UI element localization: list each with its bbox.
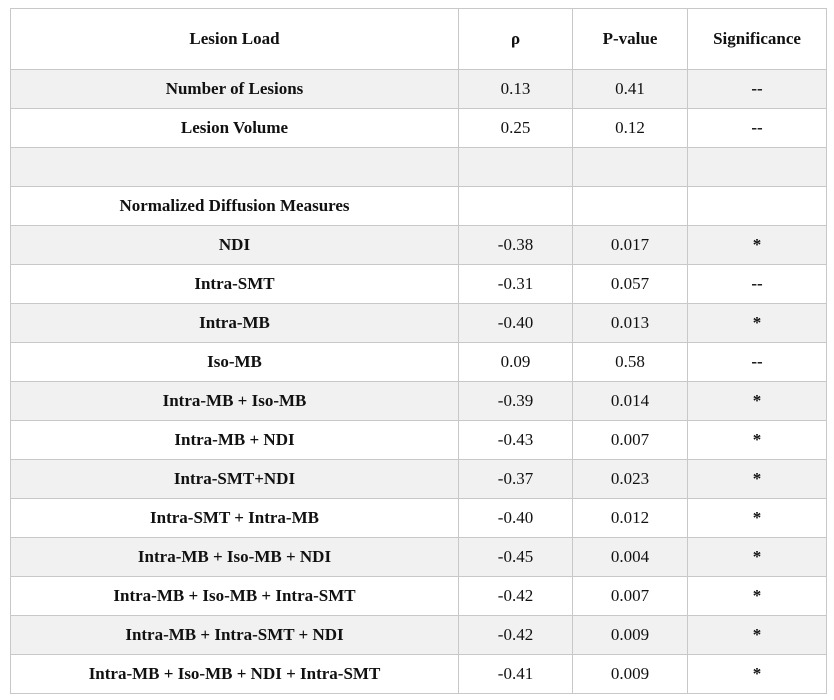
p-value-cell: 0.017 — [573, 226, 688, 265]
rho-cell — [459, 187, 573, 226]
rho-cell: -0.38 — [459, 226, 573, 265]
rho-cell: -0.40 — [459, 499, 573, 538]
table-row — [11, 655, 827, 694]
table-header — [11, 9, 827, 70]
rho-cell — [459, 148, 573, 187]
table-row — [11, 538, 827, 577]
row-label: Intra-SMT — [11, 265, 459, 304]
significance-cell: * — [688, 655, 827, 694]
significance-cell: * — [688, 499, 827, 538]
significance-cell: * — [688, 421, 827, 460]
row-label: Lesion Volume — [11, 109, 459, 148]
row-label: Intra-MB + Iso-MB — [11, 382, 459, 421]
rho-cell: -0.39 — [459, 382, 573, 421]
row-label: NDI — [11, 226, 459, 265]
row-label: Intra-SMT+NDI — [11, 460, 459, 499]
row-label: Intra-MB + Iso-MB + NDI + Intra-SMT — [11, 655, 459, 694]
p-value-cell: 0.41 — [573, 70, 688, 109]
table-row — [11, 460, 827, 499]
table-row — [11, 616, 827, 655]
rho-cell: 0.13 — [459, 70, 573, 109]
row-label: Intra-MB — [11, 304, 459, 343]
table-row — [11, 304, 827, 343]
rho-cell: -0.42 — [459, 616, 573, 655]
rho-cell: -0.42 — [459, 577, 573, 616]
p-value-cell: 0.014 — [573, 382, 688, 421]
p-value-cell: 0.58 — [573, 343, 688, 382]
p-value-cell: 0.023 — [573, 460, 688, 499]
significance-cell: -- — [688, 343, 827, 382]
table-row — [11, 382, 827, 421]
p-value-cell: 0.004 — [573, 538, 688, 577]
table-body — [11, 70, 827, 694]
header-p-value: P-value — [573, 9, 688, 70]
table-row — [11, 187, 827, 226]
rho-cell: 0.09 — [459, 343, 573, 382]
table-row — [11, 265, 827, 304]
header-row — [11, 9, 827, 70]
significance-cell: -- — [688, 265, 827, 304]
significance-cell: * — [688, 577, 827, 616]
significance-cell: -- — [688, 109, 827, 148]
rho-cell: -0.45 — [459, 538, 573, 577]
row-label — [11, 148, 459, 187]
table-row — [11, 577, 827, 616]
p-value-cell — [573, 187, 688, 226]
row-label: Intra-MB + Iso-MB + Intra-SMT — [11, 577, 459, 616]
p-value-cell: 0.009 — [573, 616, 688, 655]
row-label: Normalized Diffusion Measures — [11, 187, 459, 226]
p-value-cell: 0.12 — [573, 109, 688, 148]
table-row — [11, 226, 827, 265]
table-container — [10, 8, 827, 694]
row-label: Intra-MB + NDI — [11, 421, 459, 460]
row-label: Intra-MB + Iso-MB + NDI — [11, 538, 459, 577]
p-value-cell: 0.013 — [573, 304, 688, 343]
table-row — [11, 421, 827, 460]
row-label: Iso-MB — [11, 343, 459, 382]
p-value-cell: 0.057 — [573, 265, 688, 304]
table-row — [11, 499, 827, 538]
p-value-cell: 0.009 — [573, 655, 688, 694]
significance-cell: -- — [688, 70, 827, 109]
table-row — [11, 109, 827, 148]
significance-cell: * — [688, 382, 827, 421]
rho-cell: -0.31 — [459, 265, 573, 304]
table-row — [11, 70, 827, 109]
significance-cell: * — [688, 616, 827, 655]
rho-cell: -0.40 — [459, 304, 573, 343]
rho-cell: -0.37 — [459, 460, 573, 499]
rho-cell: 0.25 — [459, 109, 573, 148]
significance-cell — [688, 187, 827, 226]
row-label: Intra-SMT + Intra-MB — [11, 499, 459, 538]
significance-cell — [688, 148, 827, 187]
significance-cell: * — [688, 304, 827, 343]
correlation-table — [10, 8, 827, 694]
p-value-cell: 0.007 — [573, 577, 688, 616]
significance-cell: * — [688, 226, 827, 265]
row-label: Intra-MB + Intra-SMT + NDI — [11, 616, 459, 655]
rho-cell: -0.41 — [459, 655, 573, 694]
significance-cell: * — [688, 460, 827, 499]
p-value-cell — [573, 148, 688, 187]
header-rho: ρ — [459, 9, 573, 70]
significance-cell: * — [688, 538, 827, 577]
p-value-cell: 0.007 — [573, 421, 688, 460]
table-row — [11, 343, 827, 382]
table-row — [11, 148, 827, 187]
header-significance: Significance — [688, 9, 827, 70]
rho-cell: -0.43 — [459, 421, 573, 460]
p-value-cell: 0.012 — [573, 499, 688, 538]
row-label: Number of Lesions — [11, 70, 459, 109]
header-lesion-load: Lesion Load — [11, 9, 459, 70]
